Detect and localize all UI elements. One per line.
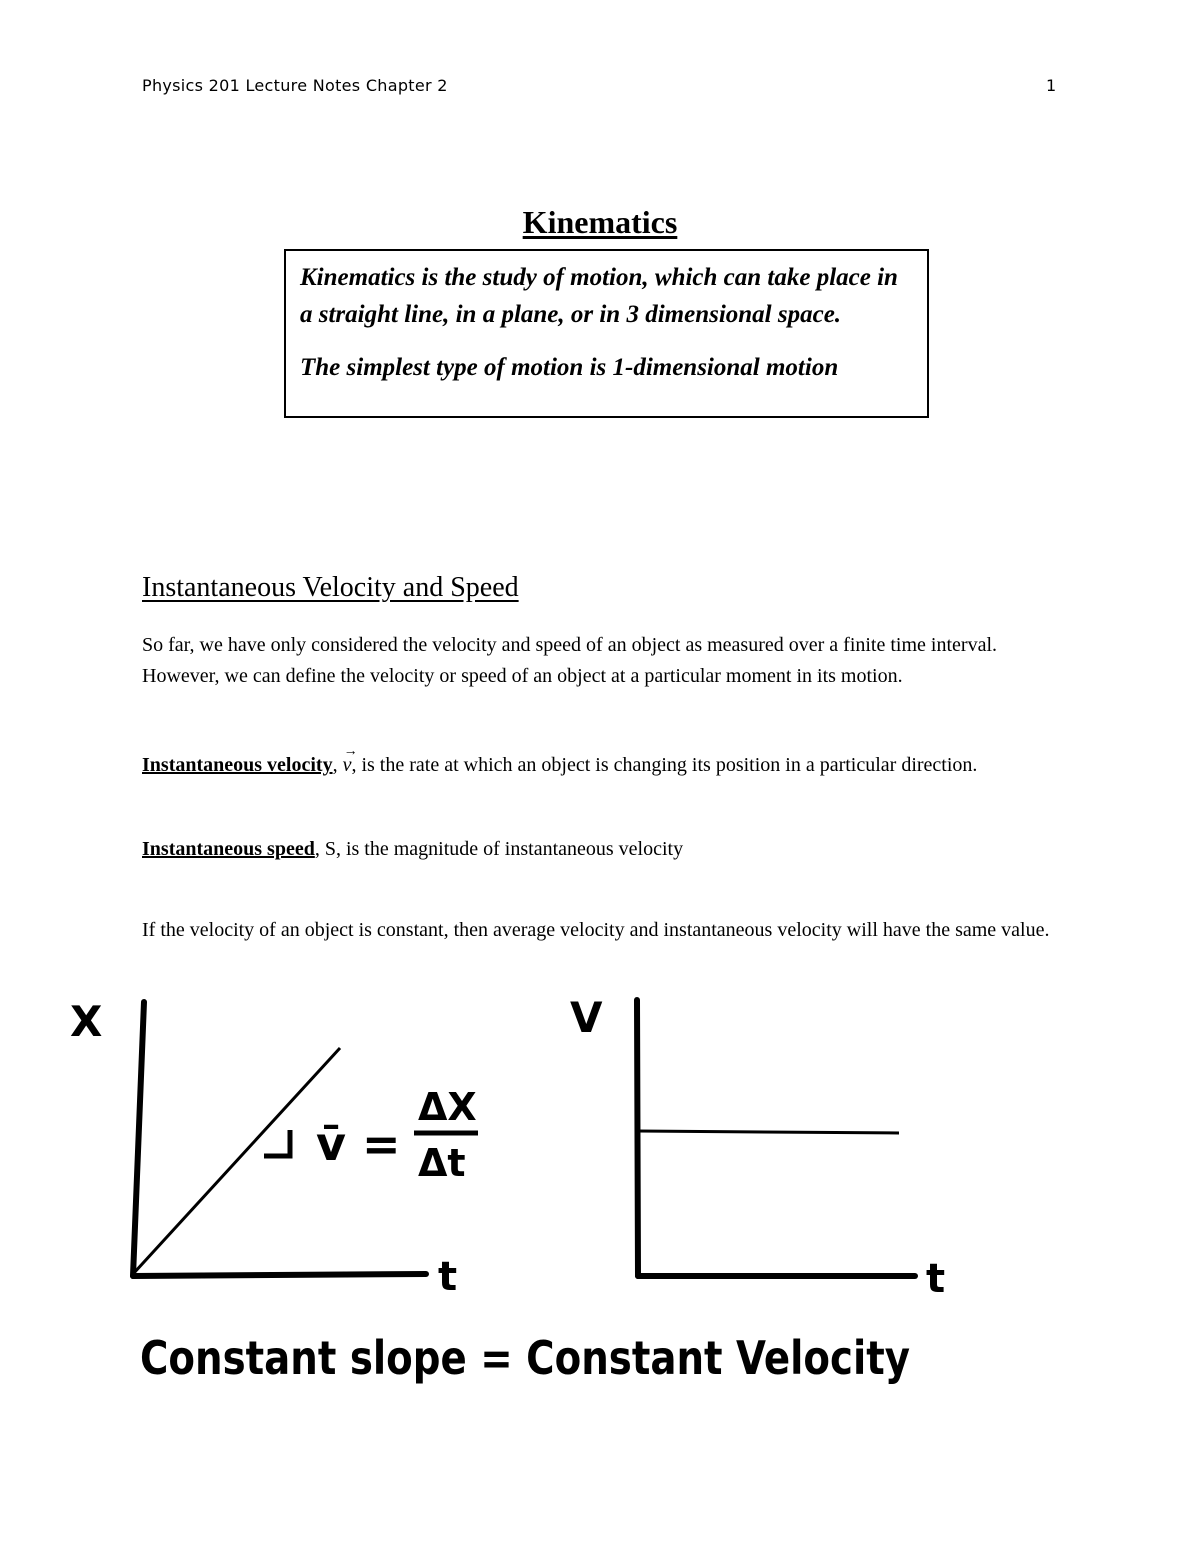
- position-time-graph: [70, 997, 478, 1300]
- velocity-axis-label: V: [570, 993, 603, 1042]
- velocity-graph-t-label: t: [926, 1256, 946, 1302]
- velocity-time-graph: [570, 993, 945, 1302]
- running-head: Physics 201 Lecture Notes Chapter 2: [142, 76, 448, 95]
- position-graph-t-axis: [133, 1274, 426, 1276]
- x-axis-label-position: X: [70, 997, 103, 1046]
- speed-term: Instantaneous speed: [142, 838, 315, 860]
- slope-triangle-mark: [264, 1130, 290, 1156]
- speed-definition-text: S, is the magnitude of instantaneous velocity: [324, 838, 684, 860]
- velocity-graph-y-axis: [637, 1000, 638, 1276]
- position-graph-t-label: t: [438, 1254, 458, 1300]
- intro-paragraph: So far, we have only considered the velocity and speed of an object as measured over a finite time interval. However, we can define the velocity or speed of an object at a particular moment in its motion.: [142, 634, 997, 687]
- page-title: Kinematics: [522, 204, 678, 240]
- velocity-vector-symbol: [342, 744, 358, 781]
- velocity-definition-text: is the rate at which an object is changing its position in a particular direction.: [361, 754, 978, 776]
- position-graph-y-axis: [133, 1002, 144, 1276]
- definition-text: Kinematics is the study of motion, which can take place in a straight line, in a plane, or in 3 dimensional space.: [300, 264, 898, 328]
- constant-slope-line: [133, 1048, 340, 1274]
- vector-arrow: →: [343, 744, 358, 759]
- definition-simplest-motion: The simplest type of motion is 1-dimensional motion: [300, 354, 839, 381]
- velocity-definition: Instantaneous velocity, → v, is the rate at which an object is changing its position in a particular direction.: [142, 750, 1062, 781]
- handwritten-sketches: [0, 980, 1200, 1440]
- page-number: 1: [1046, 76, 1057, 95]
- formula-denominator: Δt: [418, 1141, 466, 1185]
- handwritten-caption: Constant slope = Constant Velocity: [140, 1331, 911, 1385]
- speed-definition: Instantaneous speed, S, is the magnitude of instantaneous velocity: [142, 838, 684, 860]
- velocity-term: Instantaneous velocity: [142, 754, 333, 776]
- formula-numerator: ΔX: [418, 1085, 477, 1129]
- velocity-symbol-letter: v: [342, 754, 352, 776]
- average-velocity-formula: v̄ =: [316, 1117, 401, 1171]
- section-heading: Instantaneous Velocity and Speed: [142, 572, 519, 603]
- constant-velocity-note: If the velocity of an object is constant, then average velocity and instantaneous velocity will have the same value.: [142, 919, 1050, 941]
- constant-velocity-line: [638, 1131, 899, 1133]
- definition-box: [284, 249, 929, 418]
